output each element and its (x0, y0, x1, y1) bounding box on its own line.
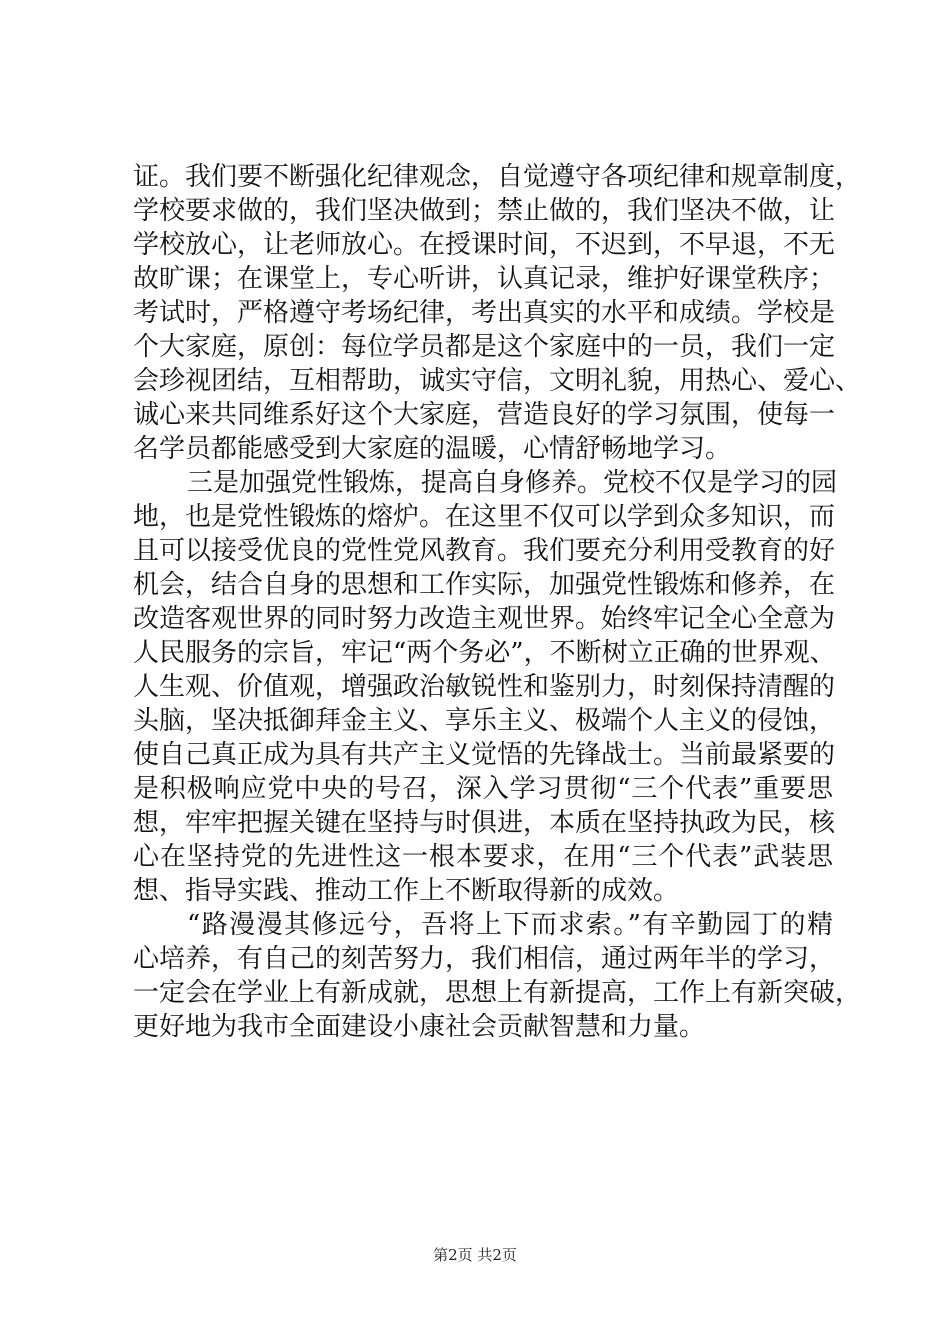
text-line: 诚心来共同维系好这个大家庭，营造良好的学习氛围，使每一 (133, 400, 836, 430)
text-line: 地，也是党性锻炼的熔炉。在这里不仅可以学到众多知识，而 (133, 502, 836, 532)
text-line: 想，牢牢把握关键在坚持与时俱进，本质在坚持执政为民，核 (133, 808, 836, 838)
text-line: 且可以接受优良的党性党风教育。我们要充分利用受教育的好 (133, 536, 836, 566)
text-line: 是积极响应党中央的号召，深入学习贯彻“三个代表”重要思 (133, 774, 833, 804)
text-line: 故旷课；在课堂上，专心听讲，认真记录，维护好课堂秩序； (133, 264, 836, 294)
paragraph-closing (133, 908, 862, 1044)
text-line: 名学员都能感受到大家庭的温暖，心情舒畅地学习。 (133, 434, 732, 464)
text-line: 心培养，有自己的刻苦努力，我们相信，通过两年半的学习， (133, 944, 836, 974)
text-line: 想、指导实践、推动工作上不断取得新的成效。 (133, 876, 680, 906)
text-line: 更好地为我市全面建设小康社会贡献智慧和力量。 (133, 1012, 706, 1042)
text-line: 一定会在学业上有新成就，思想上有新提高，工作上有新突破， (133, 978, 862, 1008)
text-line: 心在坚持党的先进性这一根本要求，在用“三个代表”武装思 (133, 842, 833, 872)
document-body (133, 160, 862, 1044)
text-line: 个大家庭，原创：每位学员都是这个家庭中的一员，我们一定 (133, 332, 836, 362)
text-line: 证。我们要不断强化纪律观念，自觉遵守各项纪律和规章制度， (133, 162, 862, 192)
page-number-label: 第2页 共2页 (433, 1246, 517, 1264)
text-line: “路漫漫其修远兮，吾将上下而求索。”有辛勤园丁的精 (187, 910, 833, 940)
text-line: 人民服务的宗旨，牢记“两个务必”，不断树立正确的世界观、 (133, 638, 836, 668)
text-line: 学校要求做的，我们坚决做到；禁止做的，我们坚决不做，让 (133, 196, 836, 226)
text-line: 机会，结合自身的思想和工作实际，加强党性锻炼和修养，在 (133, 570, 836, 600)
text-line: 三是加强党性锻炼，提高自身修养。党校不仅是学习的园 (187, 468, 838, 498)
text-line: 改造客观世界的同时努力改造主观世界。始终牢记全心全意为 (133, 604, 836, 634)
text-line: 考试时，严格遵守考场纪律，考出真实的水平和成绩。学校是 (133, 298, 836, 328)
page-footer (0, 1245, 950, 1265)
text-line: 使自己真正成为具有共产主义觉悟的先锋战士。当前最紧要的 (133, 740, 836, 770)
text-line: 人生观、价值观，增强政治敏锐性和鉴别力，时刻保持清醒的 (133, 672, 836, 702)
paragraph-party-spirit (133, 466, 838, 908)
paragraph-discipline (133, 160, 862, 466)
text-line: 学校放心，让老师放心。在授课时间，不迟到，不早退，不无 (133, 230, 836, 260)
text-line: 会珍视团结，互相帮助，诚实守信，文明礼貌，用热心、爱心、 (133, 366, 862, 396)
text-line: 头脑，坚决抵御拜金主义、享乐主义、极端个人主义的侵蚀， (133, 706, 836, 736)
